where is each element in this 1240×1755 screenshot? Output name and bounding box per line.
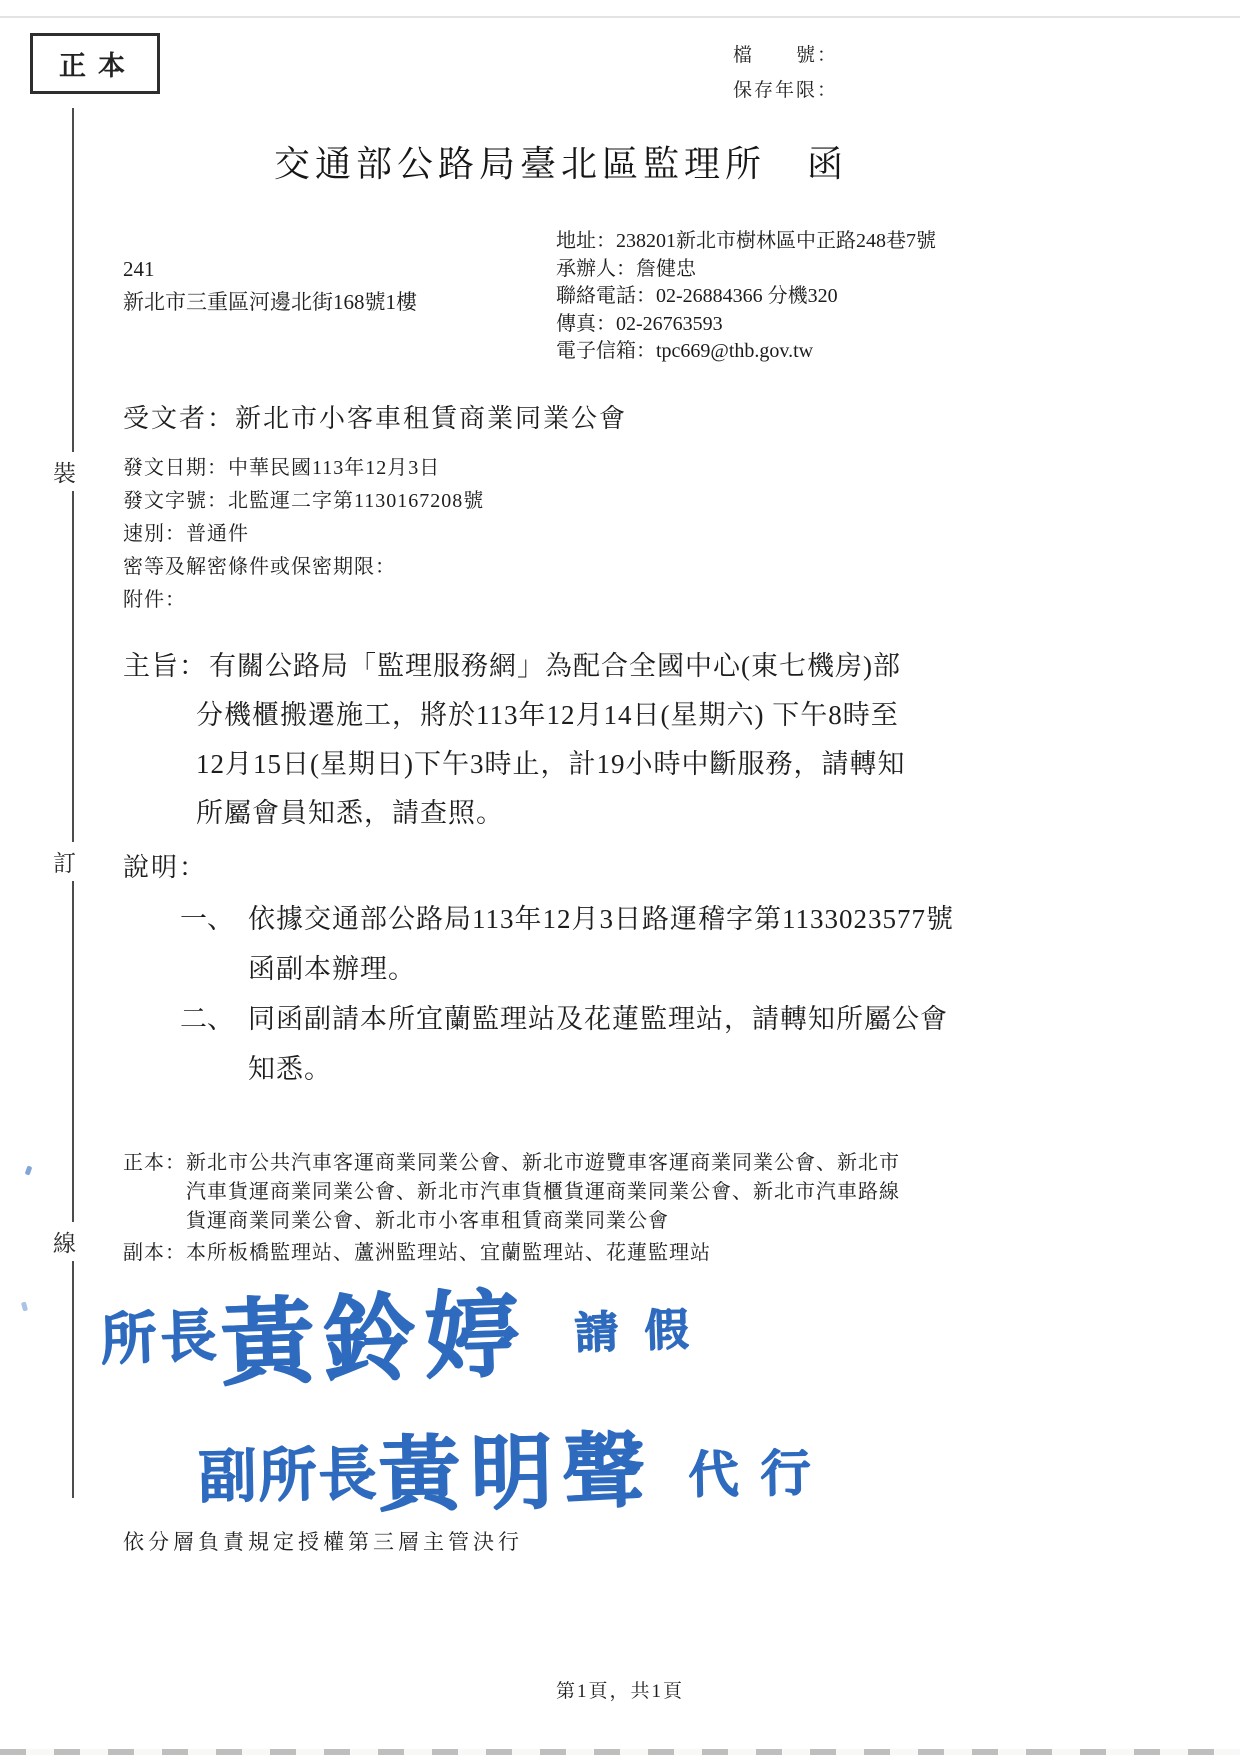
ink-speck — [21, 1302, 28, 1312]
scan-artifact-top-line — [0, 16, 1240, 18]
director-signature-stamp — [98, 1251, 716, 1407]
explanation-item-number: 二、 — [180, 1004, 234, 1034]
subject-line: 所屬會員知悉，請查照。 — [196, 798, 504, 828]
addressee-line: 受文者：新北市小客車租賃商業同業公會 — [123, 404, 628, 433]
original-recipients-label: 正本： — [123, 1152, 186, 1174]
binding-mark-ding: 訂 — [53, 842, 76, 881]
scan-artifact-bottom-edge — [0, 1749, 1240, 1755]
explanation-item-line: 函副本辦理。 — [248, 954, 416, 984]
original-recipients-line: 新北市公共汽車客運商業同業公會、新北市遊覽車客運商業同業公會、新北市 — [186, 1152, 900, 1174]
explanation-label: 說明： — [123, 853, 208, 882]
original-recipients-line: 汽車貨運商業同業公會、新北市汽車貨櫃貨運商業同業公會、新北市汽車路線 — [186, 1181, 900, 1203]
director-title: 所長 — [99, 1305, 222, 1372]
subject-label: 主旨： — [123, 651, 207, 681]
contact-phone: 聯絡電話：02-26884366 分機320 — [556, 285, 838, 307]
subject-line: 有關公路局「監理服務網」為配合全國中心(東七機房)部 — [209, 651, 901, 681]
copy-recipients-label: 副本： — [123, 1242, 186, 1264]
file-number-block — [733, 38, 838, 108]
retention-period-label: 保存年限： — [733, 80, 839, 101]
document-title: 交通部公路局臺北區監理所 函 — [273, 144, 848, 184]
subject-line: 分機櫃搬遷施工，將於113年12月14日(星期六) 下午8時至 — [196, 700, 899, 730]
copy-recipients-line: 本所板橋監理站、蘆洲監理站、宜蘭監理站、花蓮監理站 — [186, 1242, 711, 1264]
contact-fax: 傳真：02-26763593 — [556, 312, 723, 335]
ink-speck — [25, 1165, 33, 1175]
sender-contact-block — [556, 228, 936, 366]
deputy-director-signature-stamp — [197, 1402, 833, 1530]
director-status: 請假 — [573, 1304, 716, 1359]
binding-mark-xian: 線 — [53, 1222, 76, 1261]
letter-meta-block — [123, 452, 484, 617]
attachment-line: 附件： — [123, 589, 186, 611]
subject-line: 12月15日(星期日)下午3時止，計19小時中斷服務，請轉知 — [196, 749, 906, 779]
explanation-item-number: 一、 — [180, 904, 234, 934]
deputy-director-name: 黃明聲 — [377, 1425, 655, 1522]
sender-address: 地址：238201新北市樹林區中正路248巷7號 — [556, 230, 936, 252]
copy-type-stamp: 正本 — [30, 33, 160, 94]
binding-mark-zhuang: 裝 — [53, 452, 76, 491]
explanation-item-line: 依據交通部公路局113年12月3日路運稽字第1133023577號 — [248, 904, 954, 934]
page-number-footer: 第1頁，共1頁 — [555, 1681, 684, 1702]
deputy-director-status: 代行 — [687, 1444, 833, 1503]
contact-person: 承辦人：詹健忠 — [556, 257, 696, 280]
security-class-line: 密等及解密條件或保密期限： — [123, 556, 396, 578]
contact-email: 電子信箱：tpc669@thb.gov.tw — [556, 340, 814, 362]
issue-date-line: 發文日期：中華民國113年12月3日 — [123, 457, 441, 479]
delegation-note: 依分層負責規定授權第三層主管決行 — [123, 1530, 523, 1554]
recipient-street-address: 新北市三重區河邊北街168號1樓 — [123, 290, 417, 314]
binding-margin-rule — [72, 108, 74, 1498]
deputy-director-title: 副所長 — [197, 1441, 379, 1510]
recipient-postal-code: 241 — [123, 257, 155, 281]
explanation-item-line: 知悉。 — [248, 1054, 332, 1084]
explanation-item-line: 同函副請本所宜蘭監理站及花蓮監理站，請轉知所屬公會 — [248, 1004, 948, 1034]
doc-number-line: 發文字號：北監運二字第1130167208號 — [123, 490, 485, 512]
original-recipients-line: 貨運商業同業公會、新北市小客車租賃商業同業公會 — [186, 1210, 669, 1232]
file-number-label: 檔 號： — [733, 45, 839, 66]
speed-class-line: 速別：普通件 — [123, 523, 249, 545]
director-name: 黃鈴婷 — [218, 1282, 529, 1398]
